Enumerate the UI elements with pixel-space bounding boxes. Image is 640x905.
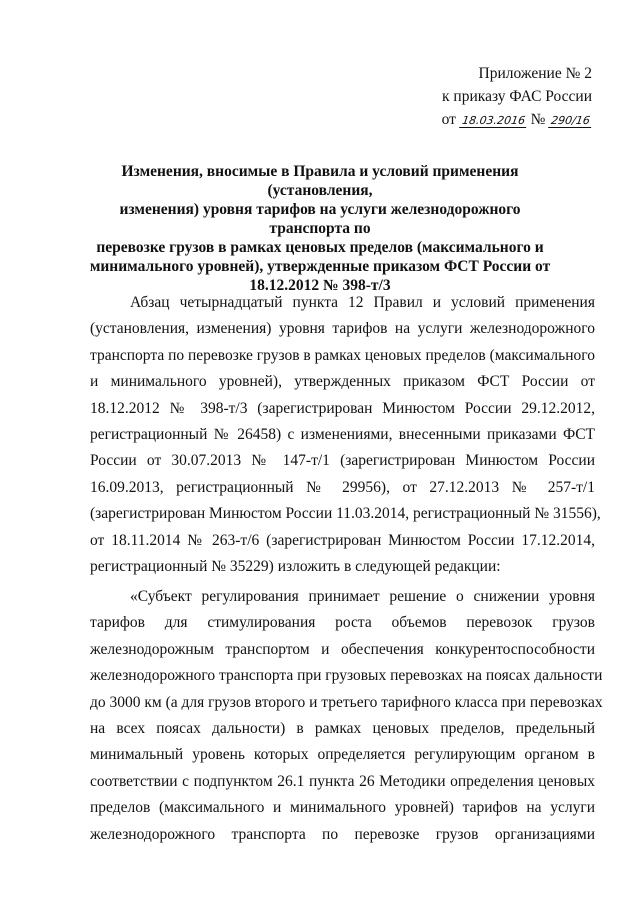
- appendix-number: Приложение № 2: [478, 65, 592, 82]
- paragraph-line: регистрационный № 35229) изложить в следующей редакции:: [90, 558, 501, 576]
- appendix-header: [442, 62, 592, 131]
- paragraph-line: пределов (максимального и минимального уровней) тарифов на услуги: [90, 799, 595, 817]
- paragraph-line: до 3000 км (а для грузов второго и третьего тарифного класса при перевозках: [90, 693, 603, 711]
- paragraph-line: (зарегистрирован Минюстом России 11.03.2014, регистрационный № 31556),: [90, 505, 601, 523]
- title-line: изменения) уровня тарифов на услуги железнодорожного транспорта по: [119, 201, 521, 237]
- handwritten-order-number: 290/16: [548, 115, 593, 128]
- paragraph-line: минимальный уровень которых определяется регулирующим органом в: [90, 746, 595, 764]
- appendix-date-line: [442, 108, 592, 131]
- paragraph-line: 18.12.2012 № 398-т/3 (зарегистрирован Минюстом России 29.12.2012,: [90, 399, 595, 417]
- handwritten-date: 18.03.2016: [459, 115, 528, 128]
- paragraph-line: и минимального уровней), утвержденных приказом ФСТ России от: [90, 373, 595, 391]
- paragraph-line: от 18.11.2014 № 263-т/6 (зарегистрирован Минюстом России 17.12.2014,: [90, 531, 595, 549]
- document-title: [84, 162, 556, 295]
- paragraph-line: тарифов для стимулирования роста объемов перевозок грузов: [90, 614, 595, 632]
- paragraph-line: «Субъект регулирования принимает решение о снижении уровня: [130, 588, 595, 605]
- number-sign: №: [530, 111, 546, 128]
- paragraph-amendment-intro: [90, 290, 601, 580]
- paragraph-line: транспорта по перевозке грузов в рамках ценовых пределов (максимального: [90, 346, 595, 364]
- title-line: 18.12.2012 № 398-т/3: [249, 277, 391, 294]
- paragraph-line: (установления, изменения) уровня тарифов на услуги железнодорожного: [90, 320, 595, 338]
- paragraph-line: железнодорожного транспорта при грузовых перевозках на поясах дальности: [90, 667, 603, 685]
- paragraph-line: железнодорожного транспорта по перевозке грузов организациями: [90, 825, 595, 843]
- paragraph-line: железнодорожным транспортом и обеспечения конкурентоспособности: [90, 640, 595, 658]
- appendix-order-ref: к приказу ФАС России: [442, 88, 592, 105]
- paragraph-line: России от 30.07.2013 № 147-т/1 (зарегистрирован Минюстом России: [90, 452, 595, 470]
- date-prefix: от: [441, 111, 456, 128]
- paragraph-new-wording: [90, 584, 603, 848]
- paragraph-line: соответствии с подпунктом 26.1 пункта 26 Методики определения ценовых: [90, 772, 595, 790]
- paragraph-line: Абзац четырнадцатый пункта 12 Правил и условий применения: [130, 294, 595, 311]
- paragraph-line: регистрационный № 26458) с изменениями, внесенными приказами ФСТ: [90, 426, 595, 444]
- title-line: перевозке грузов в рамках ценовых пределов (максимального и: [96, 239, 544, 256]
- title-line: Изменения, вносимые в Правила и условий применения (установления,: [121, 163, 519, 199]
- title-line: минимального уровней), утвержденные приказом ФСТ России от: [89, 258, 551, 275]
- paragraph-line: на всех поясах дальности) в рамках ценовых пределов, предельный: [90, 720, 595, 738]
- paragraph-line: 16.09.2013, регистрационный № 29956), от 27.12.2013 № 257-т/1: [90, 478, 595, 496]
